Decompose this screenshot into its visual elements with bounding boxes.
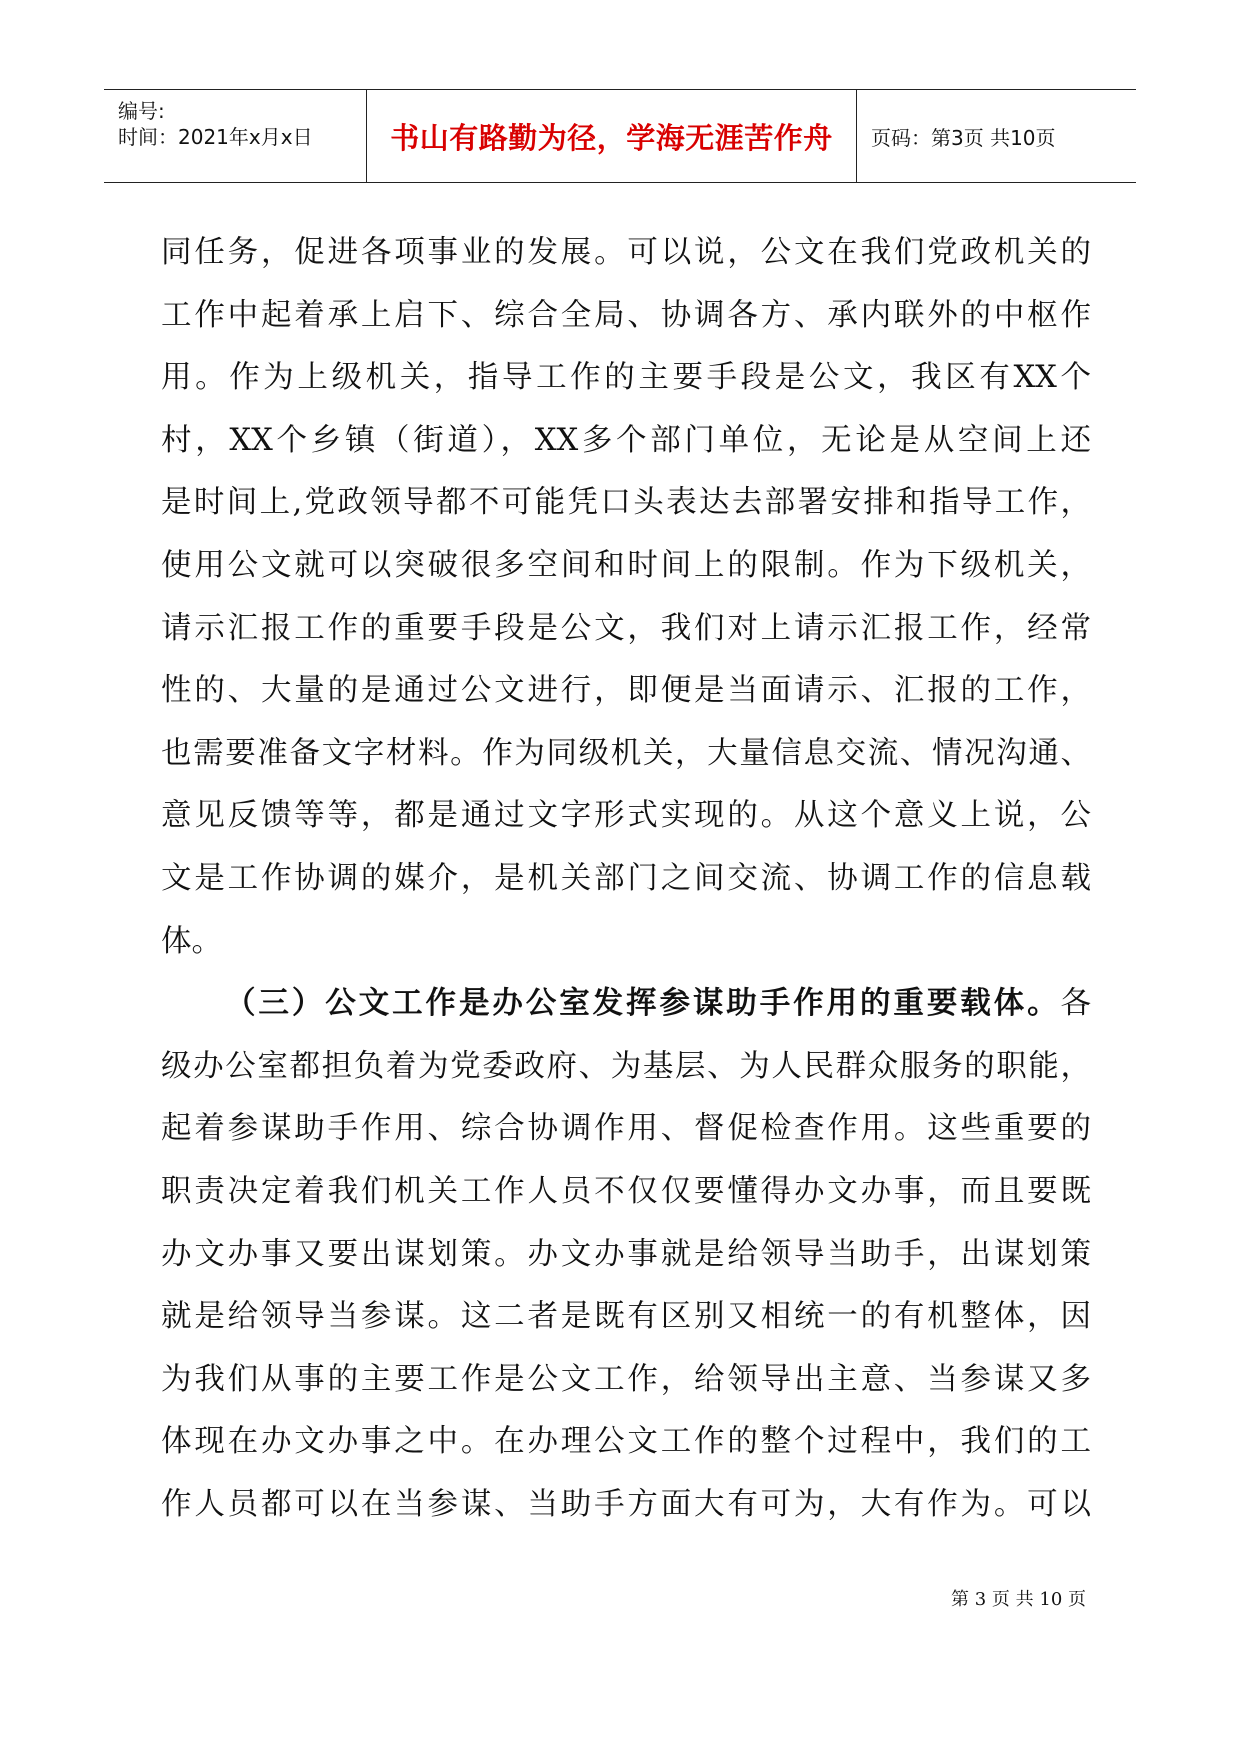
document-body [161,222,1091,1536]
body-line: 性的、大量的是通过公文进行，即便是当面请示、汇报的工作， [161,673,1091,709]
body-line: 意见反馈等等，都是通过文字形式实现的。从这个意义上说，公 [161,798,1091,834]
header-page-number: 页码：第3页 共10页 [871,125,1056,150]
section-heading-tail: 各 [1060,986,1091,1022]
body-line: 级办公室都担负着为党委政府、为基层、为人民群众服务的职能， [161,1048,1091,1084]
section-heading-line [161,973,1091,1036]
header-motto: 书山有路勤为径，学海无涯苦作舟 [390,120,833,155]
body-line: 文是工作协调的媒介，是机关部门之间交流、协调工作的信息载 [161,860,1091,896]
body-line: 体现在办文办事之中。在办理公文工作的整个过程中，我们的工 [161,1424,1091,1460]
body-line: 是时间上,党政领导都不可能凭口头表达去部署安排和指导工作， [161,485,1091,521]
body-line: 村，XX个乡镇（街道），XX多个部门单位，无论是从空间上还 [161,422,1091,458]
document-number-label: 编号: [118,99,165,123]
body-line: 就是给领导当参谋。这二者是既有区别又相统一的有机整体，因 [161,1299,1091,1335]
document-time-label: 时间：2021年x月x日 [118,125,313,149]
header-motto-cell [367,90,857,182]
body-line: 职责决定着我们机关工作人员不仅仅要懂得办文办事，而且要既 [161,1173,1091,1209]
body-line: 请示汇报工作的重要手段是公文，我们对上请示汇报工作，经常 [161,610,1091,646]
body-line: 体。 [161,923,222,959]
body-line: 工作中起着承上启下、综合全局、协调各方、承内联外的中枢作 [161,297,1091,333]
page-header [104,89,1136,183]
page-footer: 第 3 页 共 10 页 [951,1589,1086,1610]
header-meta [104,90,367,182]
body-line: 作人员都可以在当参谋、当助手方面大有可为，大有作为。可以 [161,1486,1091,1522]
body-line: 使用公文就可以突破很多空间和时间上的限制。作为下级机关， [161,547,1091,583]
body-line: 起着参谋助手作用、综合协调作用、督促检查作用。这些重要的 [161,1111,1091,1147]
body-line: 办文办事又要出谋划策。办文办事就是给领导当助手，出谋划策 [161,1236,1091,1272]
body-line: 为我们从事的主要工作是公文工作，给领导出主意、当参谋又多 [161,1361,1091,1397]
body-line: 也需要准备文字材料。作为同级机关，大量信息交流、情况沟通、 [161,735,1091,771]
body-line: 同任务，促进各项事业的发展。可以说，公文在我们党政机关的 [161,235,1091,270]
header-page-cell [857,90,1136,182]
body-line: 用。作为上级机关，指导工作的主要手段是公文，我区有XX个 [161,360,1091,396]
section-heading: （三）公文工作是办公室发挥参谋助手作用的重要载体。 [225,986,1061,1022]
